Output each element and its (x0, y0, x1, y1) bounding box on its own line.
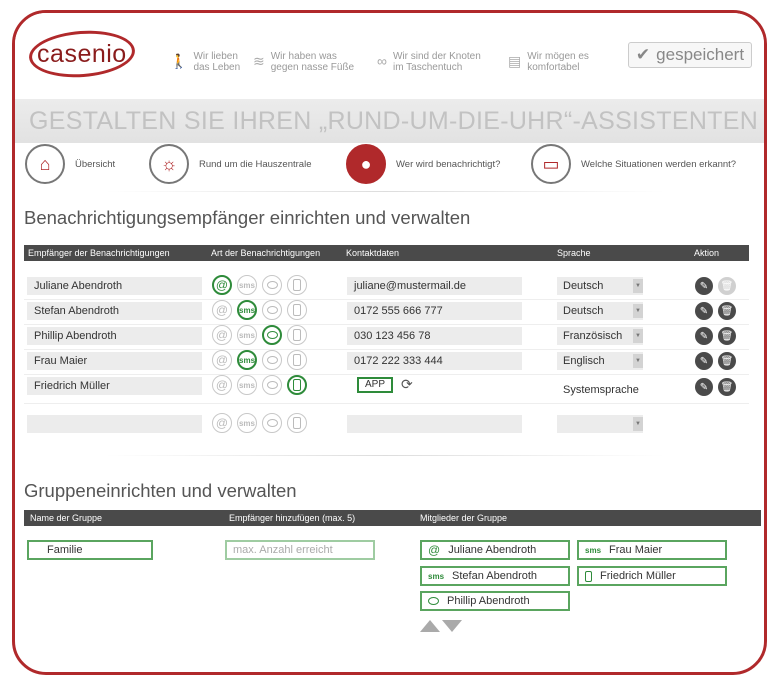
step-recipients[interactable]: ● Wer wird benachrichtigt? (346, 144, 500, 184)
channel-icons (212, 300, 307, 320)
claim-2: ≋ Wir haben was gegen nasse Füße (253, 51, 355, 73)
chat-channel-icon[interactable] (262, 325, 282, 345)
top-bar (15, 13, 764, 101)
row-actions (695, 327, 736, 345)
delete-icon[interactable]: 🗑 (718, 352, 736, 370)
claim-4: ▤ Wir mögen es komfortabel (508, 51, 589, 73)
channel-icons (212, 325, 307, 345)
contact-field[interactable]: 0172 555 666 777 (347, 302, 522, 320)
chat-bubble-icon (428, 597, 439, 605)
table-row (24, 350, 749, 374)
app-button[interactable]: APP (357, 377, 393, 393)
water-waves-icon: ≋ (253, 53, 265, 69)
chevron-down-icon: ▼ (633, 304, 643, 318)
group-member[interactable]: sms Stefan Abendroth (420, 566, 570, 586)
page-title: GESTALTEN SIE IHREN „RUND-UM-DIE-UHR“-ASSISTENTEN (29, 107, 759, 135)
edit-icon[interactable]: ✎ (695, 327, 713, 345)
recipient-name[interactable]: Friedrich Müller (27, 377, 202, 395)
phone-channel-icon[interactable] (287, 275, 307, 295)
row-actions (695, 302, 736, 320)
group-member[interactable]: Phillip Abendroth (420, 591, 570, 611)
knot-icon: ∞ (377, 53, 387, 69)
recipient-name[interactable]: Phillip Abendroth (27, 327, 202, 345)
email-channel-icon[interactable]: @ (212, 300, 232, 320)
language-select[interactable]: Deutsch ▼ (557, 277, 643, 295)
new-recipient-name-input[interactable] (27, 415, 202, 433)
chevron-down-icon: ▼ (633, 417, 643, 431)
chat-channel-icon[interactable] (262, 300, 282, 320)
home-info-icon: ⌂ (25, 144, 65, 184)
phone-icon (585, 571, 592, 582)
claim-1: 🚶 Wir lieben das Leben (170, 51, 241, 73)
sms-channel-icon[interactable]: sms (237, 325, 257, 345)
delete-icon[interactable]: 🗑 (718, 302, 736, 320)
sms-icon: sms (585, 545, 602, 555)
email-channel-icon[interactable]: @ (212, 413, 232, 433)
groups-table-header: Name der Gruppe Empfänger hinzufügen (max. 5) Mitglieder der Gruppe (24, 510, 761, 526)
group-member[interactable]: @ Juliane Abendroth (420, 540, 570, 560)
phone-channel-icon[interactable] (287, 300, 307, 320)
step-situations[interactable]: ▭ Welche Situationen werden erkannt? (531, 144, 736, 184)
chat-channel-icon[interactable] (262, 275, 282, 295)
channel-icons (212, 413, 307, 433)
sync-icon[interactable]: ⟳ (401, 376, 413, 392)
language-select[interactable]: Englisch ▼ (557, 352, 643, 370)
email-channel-icon[interactable]: @ (212, 375, 232, 395)
recipients-table-header: Empfänger der Benachrichtigungen Art der Benachrichtigungen Kontaktdaten Sprache Aktion (24, 245, 749, 261)
divider (105, 455, 665, 456)
edit-icon[interactable]: ✎ (695, 277, 713, 295)
recipient-name[interactable]: Juliane Abendroth (27, 277, 202, 295)
recipient-name[interactable]: Frau Maier (27, 352, 202, 370)
wizard-steps (15, 141, 764, 193)
step-overview[interactable]: ⌂ Übersicht (25, 144, 115, 184)
row-actions (695, 378, 736, 396)
sms-channel-icon[interactable]: sms (237, 350, 257, 370)
casenio-logo[interactable]: casenio (28, 27, 137, 80)
chevron-down-icon: ▼ (633, 354, 643, 368)
email-channel-icon[interactable]: @ (212, 275, 232, 295)
email-channel-icon[interactable]: @ (212, 350, 232, 370)
edit-icon[interactable]: ✎ (695, 378, 713, 396)
language-select[interactable]: Deutsch ▼ (557, 302, 643, 320)
claim-3: ∞ Wir sind der Knoten im Taschentuch (377, 51, 481, 73)
table-row (24, 275, 749, 299)
walking-person-icon: 🚶 (170, 53, 188, 69)
delete-icon: 🗑 (718, 277, 736, 295)
sms-channel-icon[interactable]: sms (237, 300, 257, 320)
row-actions (695, 352, 736, 370)
channel-icons (212, 375, 307, 395)
chat-channel-icon[interactable] (262, 413, 282, 433)
app-frame (12, 10, 767, 675)
recipients-section-title: Benachrichtigungsempfänger einrichten und verwalten (24, 207, 471, 228)
sms-icon: sms (428, 571, 445, 581)
move-down-icon[interactable] (442, 620, 462, 632)
sun-icon: ☼ (149, 144, 189, 184)
delete-icon[interactable]: 🗑 (718, 327, 736, 345)
sms-channel-icon[interactable]: sms (237, 275, 257, 295)
saved-button[interactable]: ✔ gespeichert (628, 42, 752, 68)
group-member[interactable]: Friedrich Müller (577, 566, 727, 586)
sms-channel-icon[interactable]: sms (237, 375, 257, 395)
phone-channel-icon[interactable] (287, 325, 307, 345)
step-hauszentrale[interactable]: ☼ Rund um die Hauszentrale (149, 144, 311, 184)
group-member[interactable]: sms Frau Maier (577, 540, 727, 560)
move-up-icon[interactable] (420, 620, 440, 632)
pillow-icon: ▤ (508, 53, 522, 69)
phone-channel-icon[interactable] (287, 375, 307, 395)
channel-icons (212, 350, 307, 370)
recipient-name[interactable]: Stefan Abendroth (27, 302, 202, 320)
divider (105, 191, 665, 192)
phone-channel-icon[interactable] (287, 350, 307, 370)
groups-section-title: Gruppeneinrichten und verwalten (24, 480, 297, 501)
language-value: Systemsprache (563, 384, 639, 396)
table-row (24, 325, 749, 349)
check-icon: ✔ (635, 45, 651, 64)
delete-icon[interactable]: 🗑 (718, 378, 736, 396)
new-recipient-row (24, 413, 749, 437)
table-row (24, 300, 749, 324)
contact-field[interactable]: juliane@mustermail.de (347, 277, 522, 295)
chevron-down-icon: ▼ (633, 329, 643, 343)
row-actions (695, 277, 736, 295)
email-icon: @ (428, 543, 441, 557)
chat-channel-icon[interactable] (262, 375, 282, 395)
email-channel-icon[interactable]: @ (212, 325, 232, 345)
new-contact-input[interactable] (347, 415, 522, 433)
chat-channel-icon[interactable] (262, 350, 282, 370)
new-language-select[interactable] (557, 415, 643, 433)
language-select[interactable]: Französisch ▼ (557, 327, 643, 345)
phone-channel-icon[interactable] (287, 413, 307, 433)
table-row (24, 375, 749, 399)
group-name-input[interactable]: Familie (27, 540, 153, 560)
sms-channel-icon[interactable]: sms (237, 413, 257, 433)
row-divider (24, 403, 749, 404)
edit-icon[interactable]: ✎ (695, 302, 713, 320)
edit-icon[interactable]: ✎ (695, 352, 713, 370)
add-recipient-input[interactable]: max. Anzahl erreicht (225, 540, 375, 560)
chevron-down-icon: ▼ (633, 279, 643, 293)
contact-field[interactable]: 0172 222 333 444 (347, 352, 522, 370)
id-card-icon: ▭ (531, 144, 571, 184)
person-bubble-icon: ● (346, 144, 386, 184)
contact-field[interactable]: 030 123 456 78 (347, 327, 522, 345)
channel-icons (212, 275, 307, 295)
